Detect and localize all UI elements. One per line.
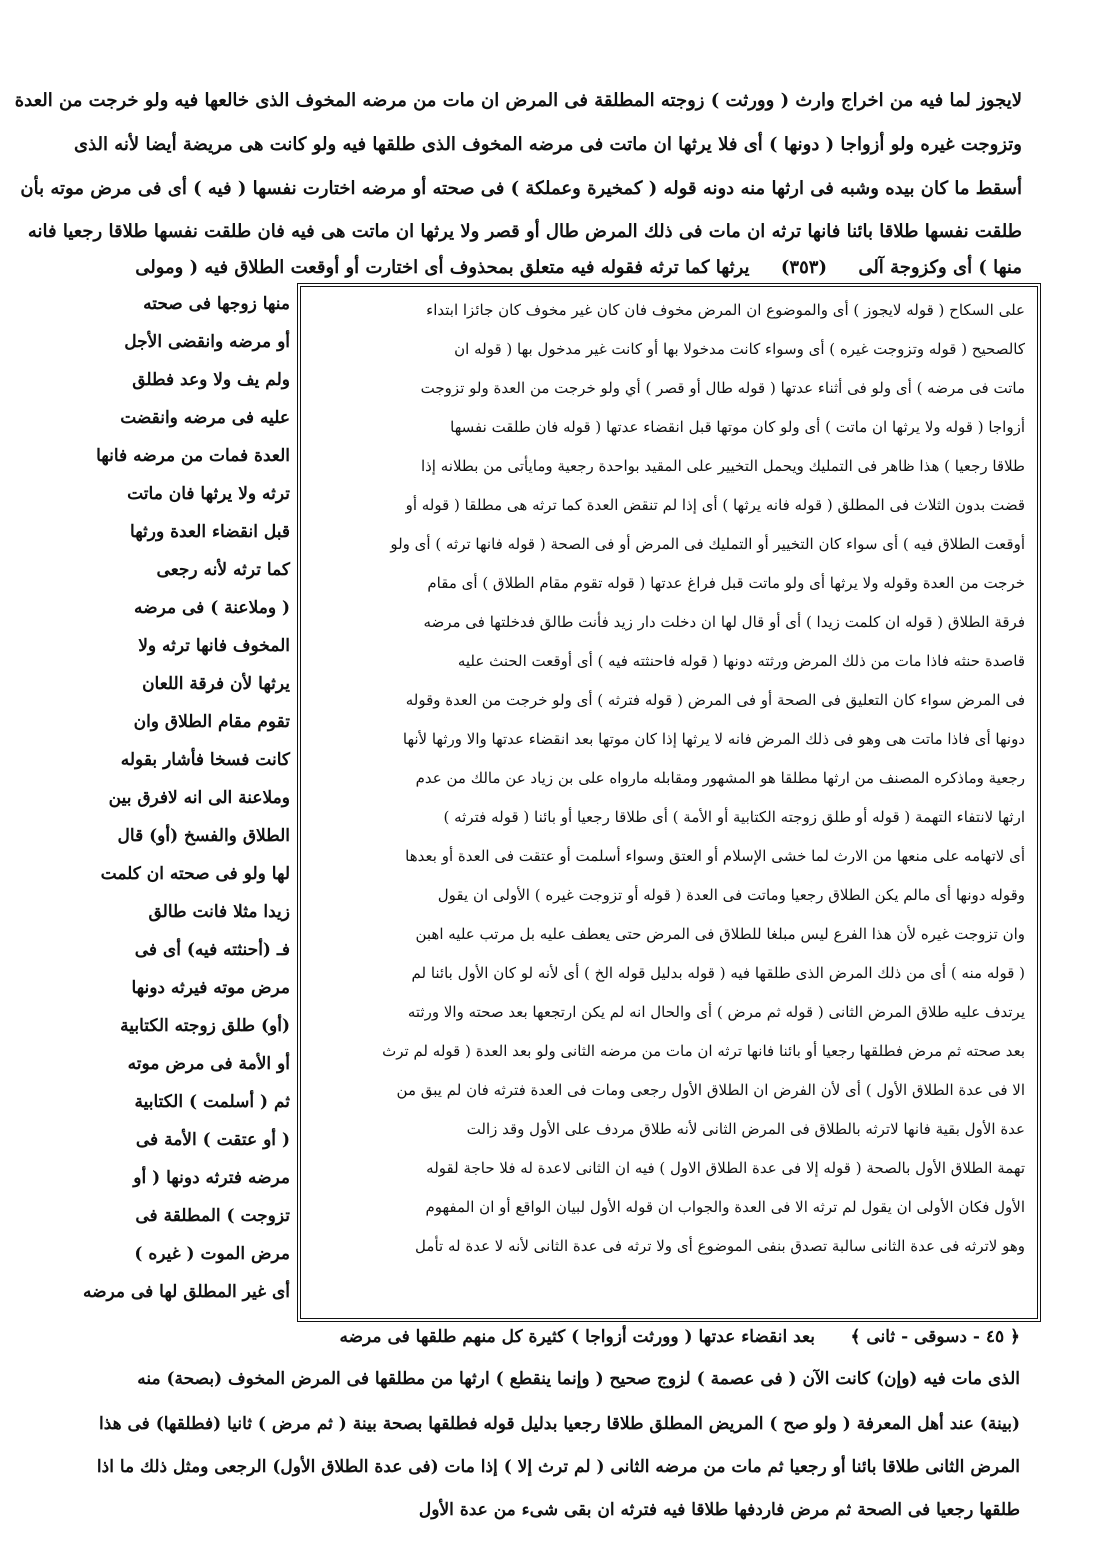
hashiya-line: وان تزوجت غيره لأن هذا الفرع ليس مبلغا للطلاق فى المرض حتى يعطف عليه بل مرتب عليه اهبن	[415, 925, 1025, 943]
side-line: وملاعنة الى انه لافرق بين	[108, 788, 290, 808]
side-line: أو الأمة فى مرض موته	[127, 1054, 290, 1074]
hashiya-line: ( قوله منه ) أى من ذلك المرض الذى طلقها فيه ( قوله بدليل قوله الخ ) أى لأنه لو كان الأول بائنا لم	[411, 964, 1025, 982]
footer-line-text: بعد انقضاء عدتها ( وورثت أزواجا ) كثيرة كل منهم طلقها فى مرضه	[339, 1327, 815, 1347]
side-line: قبل انقضاء العدة ورثها	[130, 522, 290, 542]
side-line: ولم يف ولا وعد فطلق	[132, 370, 290, 390]
matn-line-start: يرثها كما ترثه فقوله فيه متعلق بمحذوف أى اختارت أو أوقعت الطلاق فيه ( ومولى	[135, 257, 750, 278]
side-line: منها زوجها فى صحته	[143, 294, 290, 314]
matn-line: وتزوجت غيره ولو أزواجا ( دونها ) أى فلا يرثها ان ماتت فى مرضه المخوف الذى طلقها فيه ولو كانت هى مريضة أيضا لأنه الذى	[73, 134, 1022, 155]
side-line: تقوم مقام الطلاق وان	[133, 712, 290, 732]
hashiya-line: رجعية وماذكره المصنف من ارثها مطلقا هو المشهور ومقابله مارواه على بن زياد عن مالك من عدم	[415, 769, 1025, 787]
hashiya-line: أى لاتهامه على منعها من الارث لما خشى الإسلام أو العتق وسواء أسلمت أو عتقت فى العدة أو بعدها	[405, 847, 1025, 865]
side-line: المخوف فانها ترثه ولا	[138, 636, 290, 656]
side-line: فـ (أحنثته فيه) أى فى	[134, 940, 290, 960]
side-line: لها ولو فى صحته ان كلمت	[100, 864, 290, 884]
page-number: (٣٥٣)	[780, 257, 827, 278]
hashiya-line: فى المرض سواء كان التعليق فى الصحة أو فى المرض ( قوله فترثه ) أى ولو خرجت من العدة وقوله	[405, 691, 1025, 709]
hashiya-line: فرقة الطلاق ( قوله ان كلمت زيدا ) أى أو قال لها ان دخلت دار زيد فأنت طالق فدخلتها فى مرضه	[423, 613, 1025, 631]
side-line: زيدا مثلا فانت طالق	[148, 902, 290, 922]
hashiya-line: طلاقا رجعيا ) هذا ظاهر فى التمليك ويحمل التخيير على المقيد بواحدة رجعية ومايأتى من بطلانه إذا	[420, 457, 1025, 475]
side-line: مرض الموت ( غيره )	[134, 1244, 290, 1264]
hashiya-line: أوقعت الطلاق فيه ) أى سواء كان التخيير أو التمليك فى المرض أو فى الصحة ( قوله فانها ترثه ) أى ولو	[390, 535, 1025, 553]
side-line: أو مرضه وانقضى الأجل	[124, 332, 290, 352]
hashiya-line: قاصدة حنثه فاذا مات من ذلك المرض ورثته دونها ( قوله فاحنثته فيه ) أى أوقعت الحنث عليه	[457, 652, 1025, 670]
footer-line: الذى مات فيه (وإن) كانت الآن ( فى عصمة ) لزوج صحيح ( وإنما ينقطع ) ارثها من مطلقها فى المرض المخوف (بصحة) منه	[137, 1369, 1020, 1389]
hashiya-line: على السكاح ( قوله لايجوز ) أى والموضوع ان المرض مخوف فان كان غير مخوف كان جائزا ابتداء	[426, 301, 1025, 319]
hashiya-line: دونها أى فاذا ماتت هى وهو فى ذلك المرض فانه لا يرثها إذا كان موتها بعد انقضاء عدتها والا ورثها لأنها	[402, 730, 1025, 748]
side-line: كانت فسخا فأشار بقوله	[120, 750, 290, 770]
hashiya-line: وهو لاترثه فى عدة الثانى سالبة تصدق بنفى الموضوع أى ولا ترثه فى عدة الثانى لأنه لا عدة له تأمل	[415, 1237, 1025, 1255]
side-line: ( أو عتقت ) الأمة فى	[135, 1130, 290, 1150]
hashiya-line: الا فى عدة الطلاق الأول ) أى لأن الفرض ان الطلاق الأول رجعى ومات فى العدة فترثه فان لم يبق من	[396, 1081, 1025, 1099]
hashiya-line: ماتت فى مرضه ) أى ولو فى أثناء عدتها ( قوله طال أو قصر ) أي ولو خرجت من العدة ولو تزوجت	[420, 379, 1025, 397]
matn-line: طلقت نفسها طلاقا بائنا فانها ترثه ان مات فى ذلك المرض طال أو قصر ولا يرثها ان ماتت هى فيه فان طلقت نفسها طلاقا رجعيا فانه	[27, 221, 1022, 242]
side-line: كما ترثه لأنه رجعى	[156, 560, 290, 580]
hashiya-line: الأول فكان الأولى ان يقول لم ترثه الا فى العدة والجواب ان قوله الأول لبيان الواقع أو ان المفهوم	[425, 1198, 1025, 1216]
side-line: يرثها لأن فرقة اللعان	[142, 674, 290, 694]
hashiya-line: قضت بدون الثلاث فى المطلق ( قوله فانه يرثها ) أى إذا لم تنقض العدة كما ترثه هى مطلقا ( قوله أو	[405, 496, 1025, 514]
hashiya-line: أزواجا ( قوله ولا يرثها ان ماتت ) أى ولو كان موتها قبل انقضاء عدتها ( قوله فان طلقت نفسها	[450, 418, 1025, 436]
footer-line-with-signature	[100, 1327, 1020, 1348]
matn-line: لايجوز لما فيه من اخراج وارث ( وورثت ) زوجته المطلقة فى المرض ان مات من مرضه المخوف الذى خالعها فيه ولو خرجت من العدة	[14, 90, 1022, 111]
hashiya-line: عدة الأول بقية فانها لاترثه بالطلاق فى المرض الثانى لأنه طلاق مردف على الأول وقد زالت	[466, 1120, 1025, 1138]
side-line: العدة فمات من مرضه فانها	[96, 446, 290, 466]
footer-line: طلقها رجعيا فى الصحة ثم مرض فاردفها طلاقا فيه فترثه ان بقى شىء من عدة الأول	[418, 1500, 1020, 1520]
hashiya-line: يرتدف عليه طلاق المرض الثانى ( قوله ثم مرض ) أى والحال انه لم يكن ارتجعها بعد صحته والا ورثته	[407, 1003, 1025, 1021]
matn-line-continuation: منها ) أى وكزوجة آلى	[858, 257, 1022, 278]
side-line: تزوجت ) المطلقة فى	[135, 1206, 290, 1226]
hashiya-line: بعد صحته ثم مرض فطلقها رجعيا أو بائنا فانها ترثه ان مات من مرضه الثانى ولو بعد العدة ( قوله لم ترث	[382, 1042, 1025, 1060]
side-line: ثم ( أسلمت ) الكتابية	[134, 1092, 290, 1112]
side-line: مرضه فترثه دونها ( أو	[133, 1168, 290, 1188]
signature-mark: ﴿ ٤٥ - دسوقى - ثانى ﴾	[850, 1327, 1020, 1347]
side-line: ترثه ولا يرثها فان ماتت	[127, 484, 290, 504]
hashiya-line: ارثها لانتفاء التهمة ( قوله أو طلق زوجته الكتابية أو الأمة ) أى طلاقا رجعيا أو بائنا ( قوله فترثه )	[443, 808, 1025, 826]
side-line: أى غير المطلق لها فى مرضه	[82, 1282, 290, 1302]
hashiya-line: وقوله دونها أى مالم يكن الطلاق رجعيا وماتت فى العدة ( قوله أو تزوجت غيره ) الأولى ان يقول	[437, 886, 1025, 904]
footer-line: (بينة) عند أهل المعرفة ( ولو صح ) المريض المطلق طلاقا رجعيا بدليل قوله فطلقها بصحة بينة ( ثم مرض ) ثانيا (فطلقها) فى هذا	[98, 1414, 1020, 1434]
side-line: مرض موته فيرثه دونها	[131, 978, 290, 998]
hashiya-line: كالصحيح ( قوله وتزوجت غيره ) أى وسواء كانت مدخولا بها أو كانت غير مدخول بها ( قوله ان	[454, 340, 1025, 358]
side-line: الطلاق والفسخ (أو) قال	[117, 826, 290, 846]
hashiya-line: خرجت من العدة وقوله ولا يرثها أى ولو ماتت قبل فراغ عدتها ( قوله تقوم مقام الطلاق ) أى مقام	[427, 574, 1025, 592]
matn-line-with-page-number	[100, 257, 1022, 280]
side-line: (أو) طلق زوجته الكتابية	[120, 1016, 290, 1036]
hashiya-line: تهمة الطلاق الأول بالصحة ( قوله إلا فى عدة الطلاق الاول ) فيه ان الثانى لاعدة له فلا حاجة لقوله	[426, 1159, 1025, 1177]
side-line: عليه فى مرضه وانقضت	[120, 408, 290, 428]
side-line: ( وملاعنة ) فى مرضه	[134, 598, 290, 618]
matn-line: أسقط ما كان بيده وشبه فى ارثها منه دونه قوله ( كمخيرة وعملكة ) فى صحته أو مرضه اختارت نفسها ( فيه ) أى فى مرض موته بأن	[20, 178, 1022, 199]
footer-line: المرض الثانى طلاقا بائنا أو رجعيا ثم مات من مرضه الثانى ( لم ترث إلا ) إذا مات (فى عدة الطلاق الأول) الرجعى ومثل ذلك ما اذا	[96, 1457, 1020, 1477]
